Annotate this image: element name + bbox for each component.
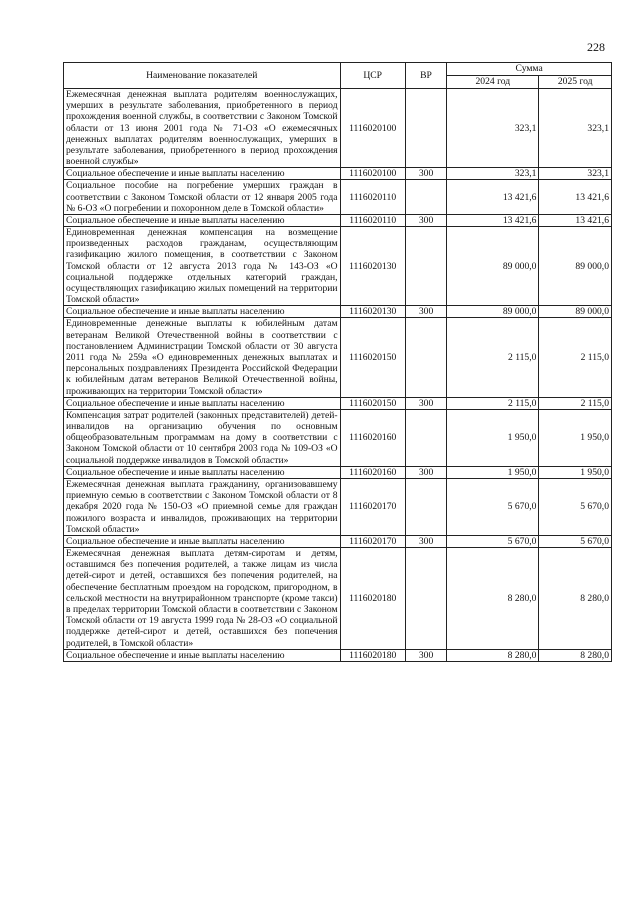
table-row [64,318,612,397]
row-sum-2025: 5 670,0 [539,478,612,535]
header-csr: ЦСР [340,63,405,89]
row-csr: 1116020100 [340,89,405,168]
header-2025: 2025 год [539,76,612,89]
row-sum-2025: 2 115,0 [539,397,612,409]
row-vr [405,547,446,649]
row-name: Ежемесячная денежная выплата родителям военнослужащих, умерших в результате заболевания, приобретенного в период прохождения военной службы, в соответствии с Законом Томской области от 13 июня 2001 года № 71-ОЗ «О ежемесячных денежных выплатах родителям военнослужащих, умерших в результате заболевания, приобретенного в период прохождения военной службы» [64,89,341,168]
row-vr: 300 [405,535,446,547]
row-sum-2025: 323,1 [539,89,612,168]
row-sum-2024: 89 000,0 [447,227,539,306]
row-name: Социальное обеспечение и иные выплаты населению [64,466,341,478]
row-vr [405,478,446,535]
table-row [64,397,612,409]
row-name: Ежемесячная денежная выплата гражданину, организовавшему приемную семью в соответствии с Законом Томской области от 8 декабря 2020 года № 150-ОЗ «О приемной семье для граждан пожилого возраста и инвалидов, проживающих на территории Томской области» [64,478,341,535]
row-sum-2024: 323,1 [447,168,539,180]
row-csr: 1116020110 [340,215,405,227]
row-sum-2025: 323,1 [539,168,612,180]
row-vr: 300 [405,215,446,227]
header-name: Наименование показателей [64,63,341,89]
row-vr: 300 [405,649,446,661]
table-row [64,409,612,466]
row-csr: 1116020170 [340,535,405,547]
row-sum-2025: 89 000,0 [539,306,612,318]
row-sum-2024: 13 421,6 [447,215,539,227]
row-csr: 1116020180 [340,649,405,661]
table-row [64,478,612,535]
row-sum-2024: 2 115,0 [447,318,539,397]
row-vr [405,409,446,466]
row-csr: 1116020100 [340,168,405,180]
row-sum-2025: 13 421,6 [539,215,612,227]
row-csr: 1116020170 [340,478,405,535]
row-vr [405,318,446,397]
table-row [64,649,612,661]
row-sum-2025: 2 115,0 [539,318,612,397]
row-name: Единовременные денежные выплаты к юбилейным датам ветеранам Великой Отечественной войны в соответствии с постановлением Администрации Томской области от 30 августа 2011 года № 259а «О единовременных денежных выплатах и персональных поздравлениях Президента Российской Федерации к юбилейным датам ветеранов Великой Отечественной войны, проживающих на территории Томской области» [64,318,341,397]
row-csr: 1116020130 [340,227,405,306]
row-csr: 1116020150 [340,397,405,409]
row-vr: 300 [405,306,446,318]
row-name: Социальное обеспечение и иные выплаты населению [64,649,341,661]
row-sum-2025: 1 950,0 [539,409,612,466]
table-row [64,168,612,180]
row-sum-2024: 89 000,0 [447,306,539,318]
row-name: Социальное обеспечение и иные выплаты населению [64,215,341,227]
row-csr: 1116020180 [340,547,405,649]
row-name: Социальное пособие на погребение умерших граждан в соответствии с Законом Томской области от 12 января 2005 года № 6-ОЗ «О погребении и похоронном деле в Томской области» [64,180,341,215]
row-name: Социальное обеспечение и иные выплаты населению [64,306,341,318]
header-row [64,63,612,76]
row-sum-2024: 323,1 [447,89,539,168]
row-vr [405,227,446,306]
row-csr: 1116020150 [340,318,405,397]
row-sum-2025: 89 000,0 [539,227,612,306]
row-sum-2024: 8 280,0 [447,649,539,661]
row-name: Социальное обеспечение и иные выплаты населению [64,168,341,180]
table-row [64,547,612,649]
table-row [64,180,612,215]
row-csr: 1116020130 [340,306,405,318]
row-csr: 1116020160 [340,409,405,466]
row-sum-2025: 13 421,6 [539,180,612,215]
row-name: Единовременная денежная компенсация на возмещение произведенных расходов гражданам, осуществляющим газификацию жилого помещения, в соответствии с Законом Томской области от 12 августа 2013 года № 143-ОЗ «О социальной поддержке отдельных категорий граждан, осуществляющих газификацию жилых помещений на территории Томской области» [64,227,341,306]
header-vr: ВР [405,63,446,89]
row-vr: 300 [405,397,446,409]
row-name: Социальное обеспечение и иные выплаты населению [64,535,341,547]
row-vr: 300 [405,168,446,180]
row-csr: 1116020160 [340,466,405,478]
row-sum-2024: 8 280,0 [447,547,539,649]
table-row [64,306,612,318]
row-sum-2025: 5 670,0 [539,535,612,547]
table-body [64,89,612,662]
page-number: 228 [587,40,605,54]
table-row [64,535,612,547]
row-name: Компенсация затрат родителей (законных представителей) детей-инвалидов на организацию обучения по основным общеобразовательным программам на дому в соответствии с Законом Томской области от 10 сентября 2003 года № 109-ОЗ «О социальной поддержке инвалидов в Томской области» [64,409,341,466]
budget-table [63,62,612,662]
table-row [64,227,612,306]
table-row [64,89,612,168]
header-2024: 2024 год [447,76,539,89]
row-sum-2024: 5 670,0 [447,535,539,547]
row-sum-2024: 1 950,0 [447,466,539,478]
row-name: Ежемесячная денежная выплата детям-сиротам и детям, оставшимся без попечения родителей, а также лицам из числа детей-сирот и детей, оставшихся без попечения родителей, на обеспечение бесплатным проездом на городском, пригородном, в сельской местности на внутрирайонном транспорте (кроме такси) в пределах территории Томской области в соответствии с Законом Томской области от 19 августа 1999 года № 28-ОЗ «О социальной поддержке детей-сирот и детей, оставшихся без попечения родителей, в Томской области» [64,547,341,649]
row-sum-2024: 1 950,0 [447,409,539,466]
row-vr: 300 [405,466,446,478]
header-sum: Сумма [447,63,612,76]
row-sum-2024: 13 421,6 [447,180,539,215]
row-csr: 1116020110 [340,180,405,215]
row-sum-2025: 8 280,0 [539,547,612,649]
row-vr [405,89,446,168]
table-row [64,215,612,227]
table-row [64,466,612,478]
row-sum-2024: 5 670,0 [447,478,539,535]
row-vr [405,180,446,215]
row-name: Социальное обеспечение и иные выплаты населению [64,397,341,409]
row-sum-2024: 2 115,0 [447,397,539,409]
row-sum-2025: 8 280,0 [539,649,612,661]
row-sum-2025: 1 950,0 [539,466,612,478]
